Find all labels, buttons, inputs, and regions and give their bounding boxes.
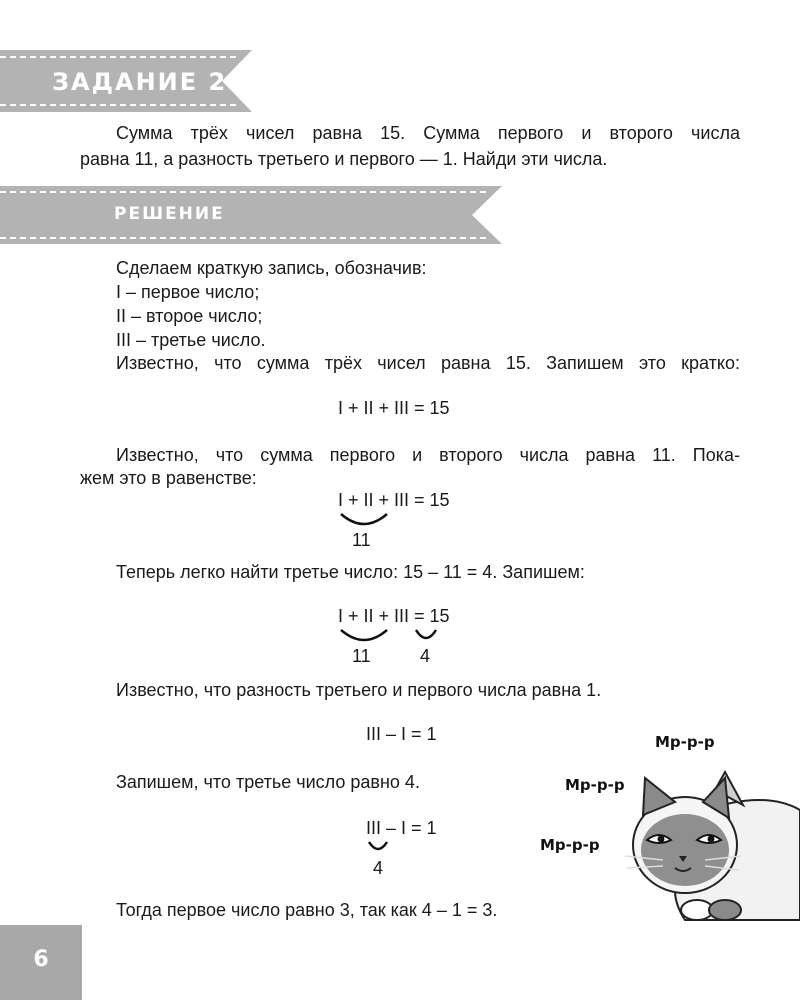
solution-title: РЕШЕНИЕ [114, 204, 225, 224]
pair-brace [338, 512, 390, 528]
solution-banner-shape [0, 186, 502, 244]
known-difference-text: Известно, что разность третьего и первого числа равна 1. [116, 680, 602, 700]
write-third-text: Запишем, что третье число равно 4. [116, 772, 420, 792]
task-title: ЗАДАНИЕ 2 [52, 68, 228, 96]
known-pair-line-1: Известно, что сумма первого и второго числа равна 11. Пока- [116, 445, 740, 465]
definition-third: III – третье число. [116, 330, 266, 350]
final-text: Тогда первое число равно 3, так как 4 – 1 = 3. [116, 900, 498, 920]
third-value-label-2: 4 [373, 858, 384, 878]
page-number: 6 [33, 947, 49, 972]
solution-banner [0, 186, 502, 244]
purr-text-3: Мр-р-р [540, 836, 600, 854]
solution-intro: Сделаем краткую запись, обозначив: [116, 258, 427, 278]
cat-illustration [625, 770, 800, 930]
known-sum-text: Известно, что сумма трёх чисел равна 15. Запишем это кратко: [116, 353, 740, 373]
third-brace [413, 628, 439, 642]
pair-brace-2 [338, 628, 390, 644]
problem-line-2: равна 11, а разность третьего и первого — 1. Найди эти числа. [80, 149, 608, 169]
page-number-box [0, 925, 82, 1000]
known-pair-line-2: жем это в равенстве: [80, 468, 257, 488]
definition-second: II – второе число; [116, 306, 263, 326]
equation-pair: I + II + III = 15 [338, 490, 450, 510]
problem-line-1: Сумма трёх чисел равна 15. Сумма первого и второго числа [116, 123, 740, 143]
third-value-label: 4 [420, 646, 431, 666]
pair-sum-label: 11 [352, 530, 371, 550]
purr-text-1: Мр-р-р [655, 733, 715, 751]
pair-sum-label-2: 11 [352, 646, 371, 666]
equation-sum: I + II + III = 15 [338, 398, 450, 418]
equation-difference: III – I = 1 [366, 724, 437, 744]
task-banner [0, 50, 252, 112]
purr-text-2: Мр-р-р [565, 776, 625, 794]
third-brace-2 [366, 840, 390, 854]
definition-first: I – первое число; [116, 282, 260, 302]
third-number-text: Теперь легко найти третье число: 15 – 11 = 4. Запишем: [116, 562, 585, 582]
equation-third: I + II + III = 15 [338, 606, 450, 626]
equation-difference-2: III – I = 1 [366, 818, 437, 838]
